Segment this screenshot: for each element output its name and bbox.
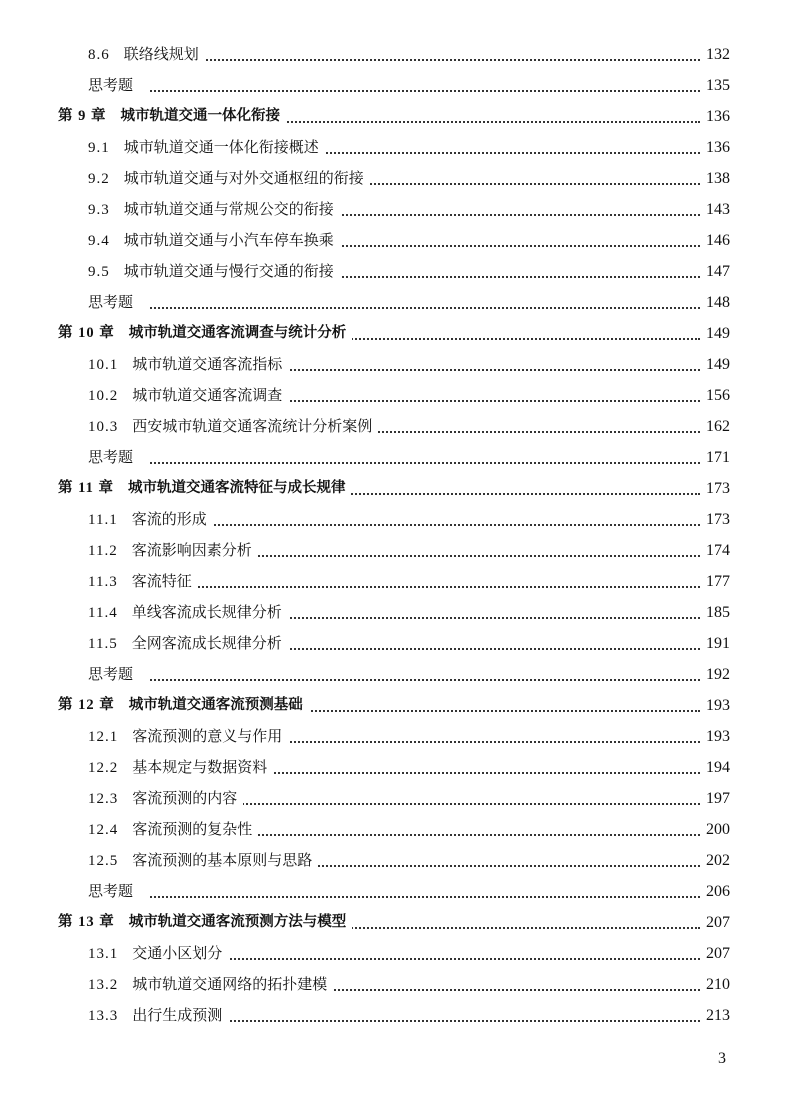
toc-page-number: 143: [700, 194, 730, 225]
chapter-number: 第 11 章: [58, 480, 114, 496]
toc-page-number: 202: [700, 845, 730, 876]
toc-page-number: 146: [700, 225, 730, 256]
toc-entry-chapter: [0, 690, 790, 721]
dot-leader: [130, 586, 700, 588]
toc-entry-label: [58, 318, 352, 349]
chapter-title: 城市轨道交通客流预测方法与模型: [128, 914, 347, 930]
toc-entry-label: [58, 101, 286, 132]
toc-page-number: 136: [700, 132, 730, 163]
dot-leader: [150, 307, 700, 309]
toc-entry-label: [88, 504, 213, 536]
toc-entry-label: [88, 380, 288, 412]
toc-page-number: 206: [700, 876, 730, 907]
chapter-title: 城市轨道交通一体化衔接: [120, 108, 280, 124]
section-number: 10.3: [88, 419, 119, 435]
toc-entry-section: [0, 969, 790, 1000]
section-number: 12.5: [88, 853, 119, 869]
chapter-number: 第 10 章: [58, 325, 115, 341]
section-number: 13.3: [88, 1008, 119, 1024]
chapter-number: 第 12 章: [58, 697, 115, 713]
section-title: 全网客流成长规律分析: [131, 634, 282, 652]
toc-page-number: 197: [700, 783, 730, 814]
toc-entry-label: [58, 690, 309, 721]
toc-page-number: 148: [700, 287, 730, 318]
toc-entry-section: [0, 783, 790, 814]
dot-leader: [130, 524, 700, 526]
toc-entry-label: [88, 938, 228, 970]
toc-entry-label: [58, 907, 352, 938]
toc-entry-label: [88, 349, 288, 381]
section-title: 城市轨道交通网络的拓扑建模: [132, 975, 328, 993]
toc-entry-section: [0, 256, 790, 287]
toc-entry-label: [88, 721, 288, 753]
toc-page-number: 138: [700, 163, 730, 194]
toc-page-number: 207: [700, 938, 730, 969]
toc-page-number: 213: [700, 1000, 730, 1031]
section-number: 13.1: [88, 946, 119, 962]
chapter-title: 城市轨道交通客流调查与统计分析: [128, 325, 347, 341]
toc-entry-section: [0, 566, 790, 597]
section-number: 8.6: [88, 47, 110, 63]
toc-entry-label: [88, 225, 340, 257]
toc-page-number: 193: [700, 721, 730, 752]
section-title: 联络线规划: [123, 45, 199, 63]
section-number: 12.1: [88, 729, 119, 745]
toc-entry-think: [0, 70, 790, 101]
toc-entry-label: [88, 783, 243, 815]
toc-page-number: 192: [700, 659, 730, 690]
section-number: 9.3: [88, 202, 110, 218]
toc-entry-chapter: [0, 907, 790, 938]
toc-entry-section: [0, 938, 790, 969]
toc-page-number: 173: [700, 473, 730, 504]
toc-entry-label: [88, 256, 340, 288]
toc-page-number: 147: [700, 256, 730, 287]
section-number: 11.4: [88, 605, 118, 621]
dot-leader: [150, 90, 700, 92]
toc-entry-label: [88, 628, 288, 660]
toc-entry-section: [0, 814, 790, 845]
toc-entry-chapter: [0, 101, 790, 132]
section-number: 11.3: [88, 574, 118, 590]
toc-entry-label: [88, 566, 198, 598]
toc-page-number: 207: [700, 907, 730, 938]
section-title: 西安城市轨道交通客流统计分析案例: [132, 417, 373, 435]
section-title: 城市轨道交通与小汽车停车换乘: [123, 231, 334, 249]
toc-page-number: 171: [700, 442, 730, 473]
toc-page-number: 132: [700, 39, 730, 70]
toc-entry-section: [0, 349, 790, 380]
exercises-title: 思考题: [88, 293, 134, 311]
section-title: 客流的形成: [131, 510, 207, 528]
toc-entry-section: [0, 163, 790, 194]
chapter-title: 城市轨道交通客流预测基础: [128, 697, 303, 713]
section-title: 客流预测的基本原则与思路: [132, 851, 313, 869]
toc-page-number: 173: [700, 504, 730, 535]
section-number: 12.4: [88, 822, 119, 838]
page-number: 3: [718, 1050, 726, 1067]
toc-page-number: 149: [700, 349, 730, 380]
section-title: 城市轨道交通与对外交通枢纽的衔接: [123, 169, 364, 187]
toc-entry-label: [88, 442, 139, 473]
chapter-title: 城市轨道交通客流特征与成长规律: [127, 480, 346, 496]
toc-page-number: 149: [700, 318, 730, 349]
toc-entry-label: [88, 969, 333, 1001]
toc-page-number: 185: [700, 597, 730, 628]
toc-entry-section: [0, 845, 790, 876]
table-of-contents: [0, 39, 790, 1031]
section-number: 9.1: [88, 140, 110, 156]
toc-entry-section: [0, 194, 790, 225]
section-title: 城市轨道交通一体化衔接概述: [123, 138, 319, 156]
toc-entry-label: [88, 287, 139, 318]
section-number: 13.2: [88, 977, 119, 993]
toc-page-number: 162: [700, 411, 730, 442]
toc-entry-think: [0, 287, 790, 318]
section-title: 客流影响因素分析: [131, 541, 252, 559]
toc-entry-section: [0, 535, 790, 566]
toc-page-number: 136: [700, 101, 730, 132]
toc-entry-label: [88, 194, 340, 226]
section-number: 10.1: [88, 357, 119, 373]
section-number: 11.2: [88, 543, 118, 559]
dot-leader: [150, 896, 700, 898]
dot-leader: [150, 679, 700, 681]
toc-page-number: 156: [700, 380, 730, 411]
section-title: 客流预测的意义与作用: [132, 727, 283, 745]
exercises-title: 思考题: [88, 882, 134, 900]
toc-entry-label: [88, 39, 205, 71]
toc-entry-label: [88, 1000, 228, 1032]
section-number: 12.2: [88, 760, 119, 776]
toc-entry-label: [88, 70, 139, 101]
toc-entry-section: [0, 504, 790, 535]
section-title: 客流预测的复杂性: [132, 820, 253, 838]
toc-entry-label: [88, 752, 273, 784]
section-number: 9.5: [88, 264, 110, 280]
toc-page-number: 177: [700, 566, 730, 597]
toc-entry-section: [0, 380, 790, 411]
section-number: 9.2: [88, 171, 110, 187]
section-title: 客流预测的内容: [132, 789, 238, 807]
toc-entry-section: [0, 411, 790, 442]
toc-entry-section: [0, 597, 790, 628]
chapter-number: 第 9 章: [58, 108, 107, 124]
toc-page-number: 200: [700, 814, 730, 845]
toc-entry-label: [88, 132, 325, 164]
section-number: 12.3: [88, 791, 119, 807]
toc-entry-label: [88, 659, 139, 690]
toc-entry-label: [58, 473, 351, 504]
toc-entry-section: [0, 225, 790, 256]
toc-entry-label: [88, 814, 258, 846]
toc-entry-think: [0, 876, 790, 907]
toc-page-number: 210: [700, 969, 730, 1000]
section-title: 基本规定与数据资料: [132, 758, 268, 776]
section-number: 11.1: [88, 512, 118, 528]
section-title: 城市轨道交通与慢行交通的衔接: [123, 262, 334, 280]
toc-entry-label: [88, 845, 318, 877]
section-title: 交通小区划分: [132, 944, 223, 962]
chapter-number: 第 13 章: [58, 914, 115, 930]
toc-page-number: 174: [700, 535, 730, 566]
toc-entry-label: [88, 876, 139, 907]
toc-page-number: 135: [700, 70, 730, 101]
exercises-title: 思考题: [88, 665, 134, 683]
section-number: 9.4: [88, 233, 110, 249]
section-title: 单线客流成长规律分析: [131, 603, 282, 621]
toc-entry-think: [0, 659, 790, 690]
dot-leader: [130, 59, 700, 61]
section-title: 客流特征: [131, 572, 192, 590]
toc-entry-section: [0, 628, 790, 659]
exercises-title: 思考题: [88, 448, 134, 466]
section-number: 10.2: [88, 388, 119, 404]
section-title: 城市轨道交通客流调查: [132, 386, 283, 404]
section-number: 11.5: [88, 636, 118, 652]
toc-entry-label: [88, 163, 370, 195]
toc-entry-section: [0, 1000, 790, 1031]
toc-entry-section: [0, 721, 790, 752]
dot-leader: [150, 462, 700, 464]
section-title: 城市轨道交通客流指标: [132, 355, 283, 373]
toc-entry-label: [88, 597, 288, 629]
toc-entry-label: [88, 535, 258, 567]
toc-page-number: 193: [700, 690, 730, 721]
toc-page-number: 194: [700, 752, 730, 783]
section-title: 出行生成预测: [132, 1006, 223, 1024]
toc-entry-section: [0, 132, 790, 163]
toc-entry-chapter: [0, 473, 790, 504]
toc-entry-section: [0, 752, 790, 783]
toc-entry-label: [88, 411, 378, 443]
toc-entry-think: [0, 442, 790, 473]
exercises-title: 思考题: [88, 76, 134, 94]
toc-page-number: 191: [700, 628, 730, 659]
section-title: 城市轨道交通与常规公交的衔接: [123, 200, 334, 218]
toc-entry-chapter: [0, 318, 790, 349]
toc-entry-section: [0, 39, 790, 70]
